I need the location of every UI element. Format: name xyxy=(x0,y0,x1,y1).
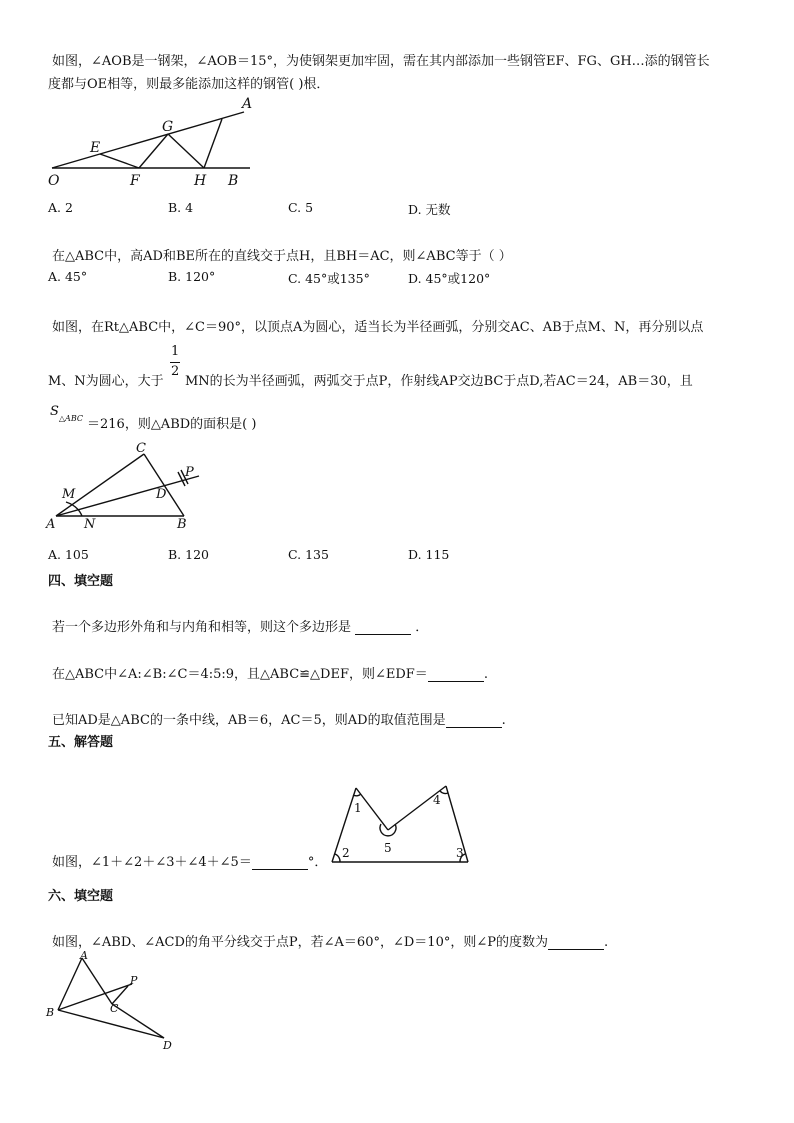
q3-line3: ＝216，则△ABD的面积是( ) xyxy=(87,417,257,432)
g1-label-b: B xyxy=(46,1006,55,1019)
q3-frac-den: 2 xyxy=(171,364,180,379)
angle-label-3: 3 xyxy=(456,846,464,860)
q1-option-d: D. 无数 xyxy=(408,202,451,217)
bisector-figure xyxy=(44,948,184,1054)
q3-figure xyxy=(44,440,210,532)
q2-text: 在△ABC中，高AD和BE所在的直线交于点H，且BH＝AC，则∠ABC等于（ ） xyxy=(52,249,512,264)
q3-option-a: A. 105 xyxy=(48,547,89,562)
q1-label-f: F xyxy=(130,173,140,189)
fill-q3-end: . xyxy=(501,713,506,728)
q3-label-n: N xyxy=(84,517,96,532)
q3-label-a: A xyxy=(46,517,56,532)
fill-q3-text: 已知AD是△ABC的一条中线，AB＝6，AC＝5，则AD的取值范围是 xyxy=(52,713,446,728)
q1-figure xyxy=(44,94,260,190)
fill-q2-text: 在△ABC中∠A:∠B:∠C＝4:5:9，且△ABC≌△DEF，则∠EDF＝ xyxy=(52,667,428,682)
q1-option-c: C. 5 xyxy=(288,200,314,215)
q3-area-symbol xyxy=(50,404,83,423)
section-title-fill-in: 四、填空题 xyxy=(48,574,114,589)
answer-q1 xyxy=(52,851,327,870)
q3-label-p: P xyxy=(185,465,194,480)
fill-q1-text: 若一个多边形外角和与内角和相等，则这个多边形是 xyxy=(52,620,352,635)
q2-option-a: A. 45° xyxy=(48,269,88,284)
answer-q1-text: 如图，∠1＋∠2＋∠3＋∠4＋∠5＝ xyxy=(52,855,252,870)
fill-q2-end: . xyxy=(483,667,488,682)
q3-option-d: D. 115 xyxy=(408,547,450,562)
fill-q3-blank xyxy=(446,715,502,728)
g1-label-d: D xyxy=(163,1039,172,1052)
q1-option-a: A. 2 xyxy=(48,200,73,215)
q2-option-d: D. 45°或120° xyxy=(408,271,491,286)
q3-frac-num: 1 xyxy=(171,344,180,359)
g1-label-p: P xyxy=(130,974,138,987)
angles-figure xyxy=(330,782,472,866)
q1-label-e: E xyxy=(90,140,101,156)
answer-q1-blank xyxy=(252,857,308,870)
q3-label-c: C xyxy=(136,441,146,456)
fill-q1-end: ． xyxy=(415,620,429,635)
q3-frac-bar xyxy=(170,362,180,363)
q1-label-b: B xyxy=(228,173,239,189)
q3-label-d: D xyxy=(156,487,167,502)
fill-q2-blank xyxy=(428,669,484,682)
section-title-answer: 五、解答题 xyxy=(48,735,114,750)
q1-label-o: O xyxy=(48,173,60,189)
section-title-fill-in-2: 六、填空题 xyxy=(48,889,114,904)
q3-s-subscript: △ABC xyxy=(58,414,83,423)
fill-q1 xyxy=(52,616,428,635)
q1-label-a: A xyxy=(242,96,253,112)
answer-q1-end: °． xyxy=(307,855,328,870)
q2-option-c: C. 45°或135° xyxy=(288,271,370,286)
angle-label-4: 4 xyxy=(433,793,441,807)
q1-label-h: H xyxy=(194,173,207,189)
fill-q4-end: . xyxy=(603,935,609,950)
q3-line2-post: MN的长为半径画弧，两弧交于点P，作射线AP交边BC于点D,若AC＝24，AB＝30，且 xyxy=(185,374,693,389)
q3-option-c: C. 135 xyxy=(288,547,329,562)
q3-label-b: B xyxy=(177,517,187,532)
g1-label-c: C xyxy=(110,1002,119,1015)
angle-label-1: 1 xyxy=(354,801,362,815)
q3-s-letter: S xyxy=(50,404,59,419)
q2-option-b: B. 120° xyxy=(168,269,216,284)
fill-q3 xyxy=(52,709,506,728)
q3-label-m: M xyxy=(62,487,76,502)
angle-label-5: 5 xyxy=(384,841,392,855)
q1-line2: 度都与OE相等，则最多能添加这样的钢管( )根． xyxy=(48,77,330,92)
fill-q4-text: 如图，∠ABD、∠ACD的角平分线交于点P，若∠A＝60°，∠D＝10°，则∠P的度数为 xyxy=(52,935,548,950)
fill-q4-blank xyxy=(548,937,604,950)
q3-line1: 如图，在Rt△ABC中，∠C＝90°，以顶点A为圆心，适当长为半径画弧，分别交AC、AB于点M、N，再分别以点 xyxy=(52,320,704,335)
fill-q1-blank xyxy=(355,622,411,635)
fill-q2 xyxy=(52,663,488,682)
g1-label-a: A xyxy=(80,949,88,962)
angle-label-2: 2 xyxy=(342,846,350,860)
q1-option-b: B. 4 xyxy=(168,200,194,215)
q3-line2-pre: M、N为圆心，大于 xyxy=(48,374,164,389)
q1-label-g: G xyxy=(162,119,174,135)
q3-option-b: B. 120 xyxy=(168,547,209,562)
q1-line1: 如图，∠AOB是一钢架，∠AOB＝15°，为使钢架更加牢固，需在其内部添加一些钢管EF、FG、GH…添的钢管长 xyxy=(52,54,710,69)
